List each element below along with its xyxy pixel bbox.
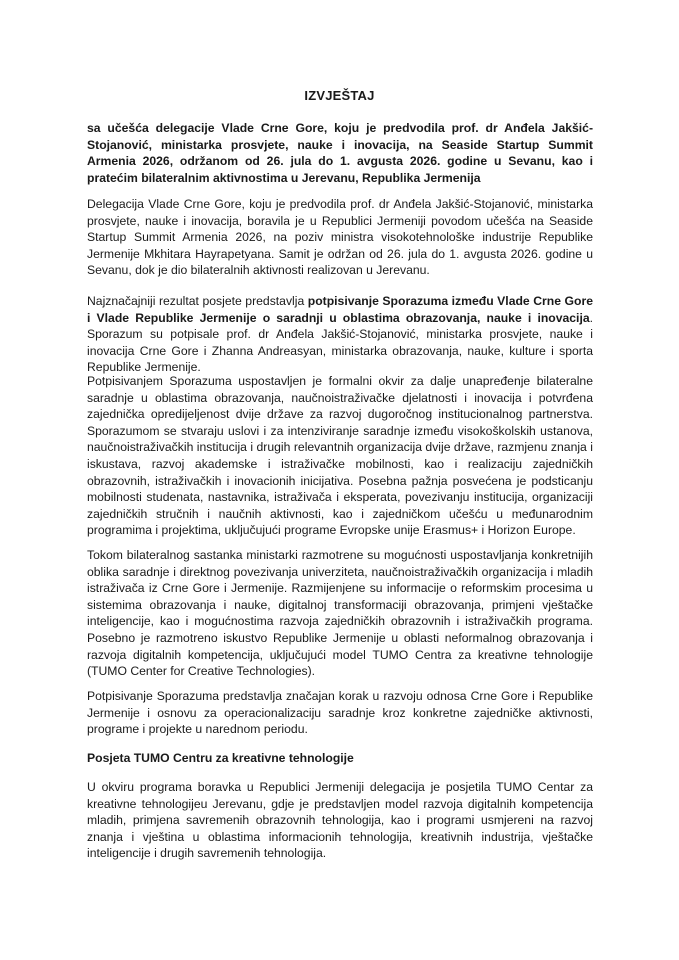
paragraph-agreement-rest: . Sporazum su potpisale prof. dr Anđela Jakšić-Stojanović, ministarka prosvjete, nauke i inovacija Crne Gore i Zhanna Andreasyan, ministarka obrazovanja, nauke, kulture i sporta Republike Jermenije. [87,310,593,375]
paragraph-significance: Potpisivanje Sporazuma predstavlja značajan korak u razvoju odnosa Crne Gore i Republike Jermenije i osnovu za operacionalizaciju saradnje kroz konkretne zajedničke aktivnosti, programe i projekte u narednom periodu. [87,689,593,737]
paragraph-tumo-visit: U okviru programa boravka u Republici Jermeniji delegacija je posjetila TUMO Centar za kreativne tehnologijeu Jerevanu, gdje je predstavljen model razvoja digitalnih kompetencija mladih, primjena savremenih obrazovnih tehnologija, kao i programi usmjereni na razvoj znanja i vještina u oblastima informacionih tehnologija, kreativnih industrija, vještačke inteligencije i drugih savremenih tehnologija. [87,780,593,861]
section-heading-tumo: Posjeta TUMO Centru za kreativne tehnologije [87,751,354,765]
paragraph-agreement [87,293,593,376]
paragraph-agreement-bold: potpisivanje Sporazuma između Vlade Crne Gore i Vlade Republike Jermenije o saradnji u oblastima obrazovanja, nauke i inovacija [87,294,593,325]
paragraph-intro: Delegacija Vlade Crne Gore, koju je predvodila prof. dr Anđela Jakšić-Stojanović, ministarka prosvjete, nauke i inovacija, boravila je u Republici Jermeniji povodom učešća na Seaside Startup Summit Armenia 2026, na poziv ministra visokotehnološke industrije Republike Jermenije Mkhitara Hayrapetyana. Samit je održan od 26. jula do 1. avgusta 2026. godine u Sevanu, dok je dio bilateralnih aktivnosti realizovan u Jerevanu. [87,197,593,278]
document-title: IZVJEŠTAJ [304,88,375,103]
document-subtitle: sa učešća delegacije Vlade Crne Gore, koju je predvodila prof. dr Anđela Jakšić-Stojanović, ministarka prosvjete, nauke i inovacija, na Seaside Startup Summit Armenia 2026, održanom od 26. jula do 1. avgusta 2026. godine u Sevanu, kao i pratećim bilateralnim aktivnostima u Jerevanu, Republika Jermenija [87,121,593,185]
paragraph-agreement-lead: Najznačajniji rezultat posjete predstavlja [87,294,308,308]
paragraph-meeting: Tokom bilateralnog sastanka ministarki razmotrene su mogućnosti uspostavljanja konkretnijih oblika saradnje i direktnog povezivanja univerziteta, naučnoistraživačkih organizacija i mladih istraživača iz Crne Gore i Jermenije. Razmijenjene su informacije o reformskim procesima u sistemima obrazovanja i nauke, digitalnoj transformaciji obrazovanja, primjeni vještačke inteligencije, kao i mogućnostima razvoja zajedničkih obrazovnih i istraživačkih programa. Posebno je razmotreno iskustvo Republike Jermenije u oblasti neformalnog obrazovanja i razvoja digitalnih kompetencija, uključujući model TUMO Centra za kreativne tehnologije (TUMO Center for Creative Technologies). [87,548,593,679]
paragraph-framework: Potpisivanjem Sporazuma uspostavljen je formalni okvir za dalje unapređenje bilateralne saradnje u oblastima obrazovanja, naučnoistraživačke djelatnosti i inovacija i potvrđena zajednička opredijeljenost dvije države za razvoj dugoročnog institucionalnog partnerstva. Sporazumom se stvaraju uslovi i za intenziviranje saradnje između visokoškolskih ustanova, naučnoistraživačkih institucija i drugih relevantnih organizacija dvije države, razmjenu znanja i iskustava, razvoj akademske i istraživačke mobilnosti, kao i realizaciju zajedničkih obrazovnih, istraživačkih i inovacionih inicijativa. Posebna pažnja posvećena je podsticanju mobilnosti studenata, nastavnika, istraživača i eksperata, povezivanju institucija, organizaciji zajedničkih stručnih i naučnih aktivnosti, kao i zajedničkom učešću u međunarodnim programima i projektima, uključujući programe Evropske unije Erasmus+ i Horizon Europe. [87,374,593,538]
